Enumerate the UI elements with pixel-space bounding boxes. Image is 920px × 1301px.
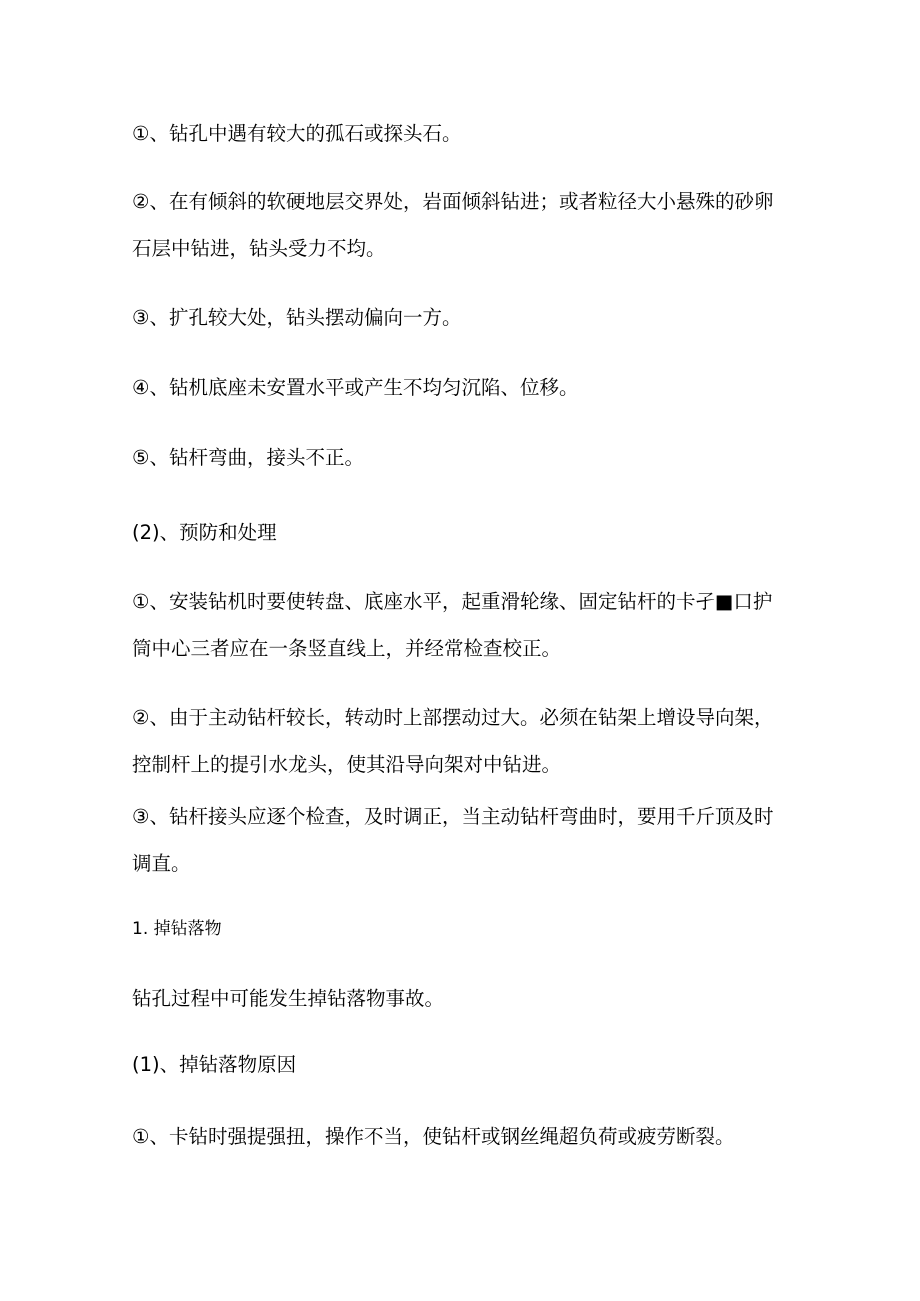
list-item: ③、扩孔较大处，钻头摆动偏向一方。 <box>132 306 462 329</box>
section-heading: 1. 掉钻落物 <box>132 919 222 939</box>
list-item: 石层中钻进，钻头受力不均。 <box>132 237 386 260</box>
list-item: ②、由于主动钻杆较长，转动时上部摆动过大。必须在钻架上增设导向架， <box>132 706 774 729</box>
list-item: 控制杆上的提引水龙头，使其沿导向架对中钻进。 <box>132 753 562 776</box>
list-item: ④、钻机底座未安置水平或产生不均匀沉陷、位移。 <box>132 376 579 399</box>
list-item: ②、在有倾斜的软硬地层交界处，岩面倾斜钻进；或者粒径大小悬殊的砂卵 <box>132 190 774 213</box>
list-item: ①、卡钻时强提强扭，操作不当，使钻杆或钢丝绳超负荷或疲劳断裂。 <box>132 1125 735 1148</box>
list-item: ①、钻孔中遇有较大的孤石或探头石。 <box>132 122 462 145</box>
section-heading: (2)、预防和处理 <box>132 521 277 544</box>
paragraph: 钻孔过程中可能发生掉钻落物事故。 <box>132 987 445 1010</box>
list-item: ①、安装钻机时要使转盘、底座水平，起重滑轮缘、固定钻杆的卡孑■口护 <box>132 590 773 613</box>
list-item: ③、钻杆接头应逐个检查，及时调正，当主动钻杆弯曲时，要用千斤顶及时 <box>132 805 774 828</box>
section-heading: (1)、掉钻落物原因 <box>132 1053 297 1076</box>
list-item: 筒中心三者应在一条竖直线上，并经常检查校正。 <box>132 637 562 660</box>
list-item: ⑤、钻杆弯曲，接头不正。 <box>132 446 364 469</box>
list-item: 调直。 <box>132 852 191 875</box>
